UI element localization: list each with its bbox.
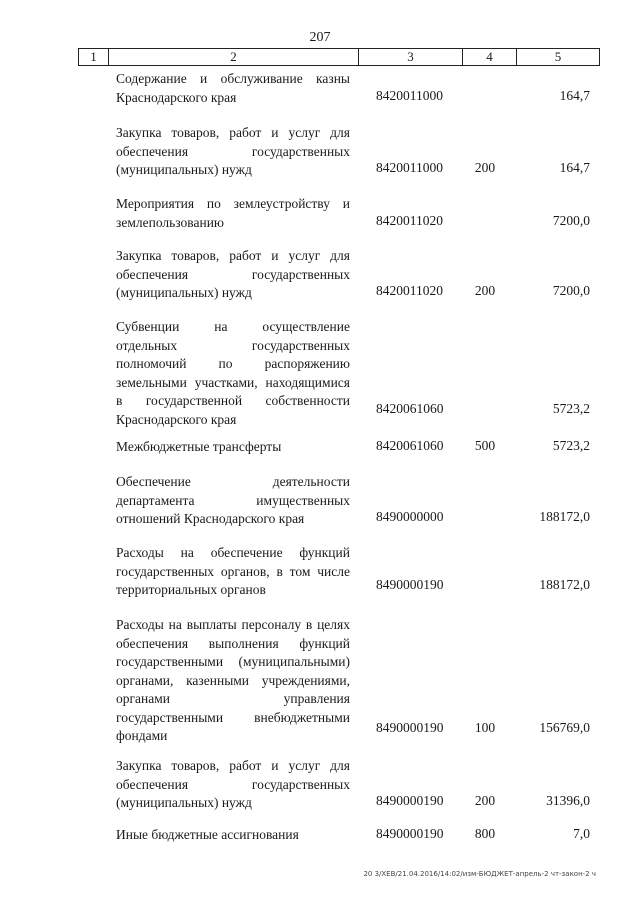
row-description: Обеспечение деятельности департамента имущественных отношений Краснодарского края [116,474,350,526]
row-expense-type: 100 [474,720,496,735]
row-code: 8420011000 [376,160,443,175]
row-description: Иные бюджетные ассигнования [116,827,299,842]
row-description: Межбюджетные трансферты [116,439,282,454]
page-number: 207 [309,30,331,45]
row-expense-type: 500 [474,438,496,453]
row-sum: 7200,0 [552,283,590,298]
row-description: Содержание и обслуживание казны Краснодарского края [116,71,350,105]
column-header-5: 5 [554,49,562,64]
row-sum: 7,0 [573,826,590,841]
column-header-1: 1 [79,49,109,65]
row-code: 8490000190 [376,826,444,841]
row-code: 8420061060 [376,438,444,453]
row-description: Расходы на выплаты персоналу в целях обеспечения выполнения функций государственными (муниципальными) органами, казенными учреждениями, органами управления государственными внебюджетными фондами [116,617,350,743]
row-expense-type: 200 [474,793,496,808]
document-footer: 20 3/XEB/21.04.2016/14:02/изм-БЮДЖЕТ-апрель-2 чт-закон-2 ч [363,870,596,878]
row-description: Закупка товаров, работ и услуг для обеспечения государственных (муниципальных) нужд [116,758,350,810]
row-expense-type: 200 [474,283,496,298]
row-sum: 164,7 [559,88,590,103]
row-sum: 188172,0 [539,577,590,592]
row-sum: 5723,2 [552,401,590,416]
row-code: 8490000000 [376,509,444,524]
row-sum: 5723,2 [552,438,590,453]
row-description: Закупка товаров, работ и услуг для обеспечения государственных (муниципальных) нужд [116,248,350,300]
column-header-2: 2 [109,49,359,65]
row-code: 8490000190 [376,793,444,808]
row-code: 8420061060 [376,401,444,416]
row-description: Расходы на обеспечение функций государственных органов, в том числе территориальных органов [116,545,350,597]
row-sum: 156769,0 [539,720,590,735]
row-code: 8490000190 [376,720,444,735]
row-description: Закупка товаров, работ и услуг для обеспечения государственных (муниципальных) нужд [116,125,350,177]
row-description: Мероприятия по землеустройству и землепользованию [116,196,350,230]
row-expense-type: 800 [474,826,496,841]
row-code: 8420011020 [376,283,443,298]
column-header-4: 4 [463,49,517,65]
row-expense-type: 200 [474,160,496,175]
row-description: Субвенции на осуществление отдельных государственных полномочий по распоряжению земельными участками, находящимися в государственной собственности Краснодарского края [116,319,350,427]
column-header-3: 3 [359,49,463,65]
row-code: 8490000190 [376,577,444,592]
row-sum: 188172,0 [539,509,590,524]
column-header-row [78,48,600,66]
row-sum: 164,7 [559,160,590,175]
row-sum: 31396,0 [546,793,590,808]
row-code: 8420011000 [376,88,443,103]
row-sum: 7200,0 [552,213,590,228]
row-code: 8420011020 [376,213,443,228]
